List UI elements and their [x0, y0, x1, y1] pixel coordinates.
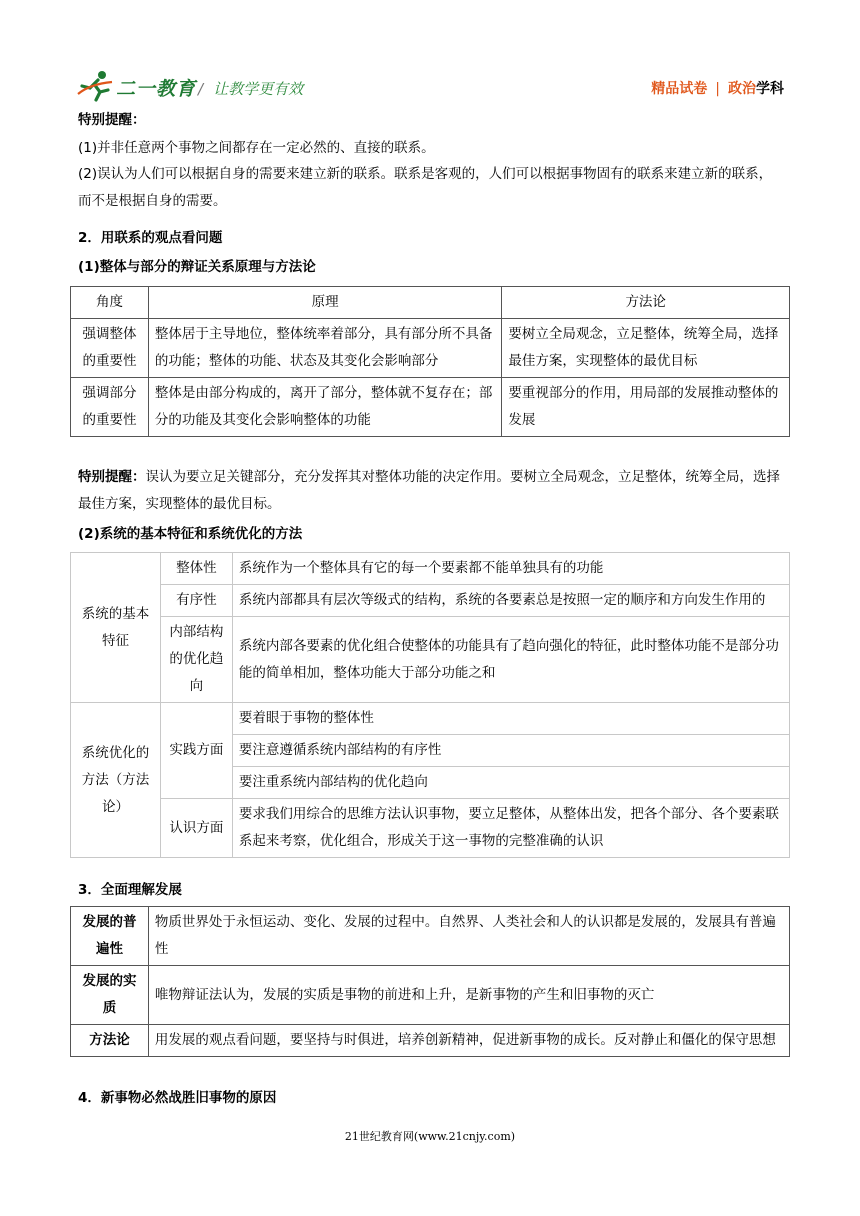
t3-label-2: 发展的实质	[71, 966, 149, 1025]
development-table	[70, 906, 790, 1057]
header-label-c: 学科	[756, 81, 784, 97]
t2-g1-label-3: 内部结构的优化趋向	[160, 617, 232, 703]
t2-g1-text-1: 系统作为一个整体具有它的每一个要素都不能单独具有的功能	[232, 553, 789, 585]
t2-g1-text-3: 系统内部各要素的优化组合使整体的功能具有了趋向强化的特征，此时整体功能不是部分功能的简单相加，整体功能大于部分功能之和	[232, 617, 789, 703]
section2-heading: 2．用联系的观点看问题	[78, 230, 223, 246]
t1-header-method: 方法论	[502, 287, 790, 319]
header-divider: |	[715, 81, 720, 97]
note2-title: 特别提醒：	[78, 469, 146, 485]
t1-row1-angle: 强调整体的重要性	[71, 319, 149, 378]
t2-g1-text-2: 系统内部都具有层次等级式的结构，系统的各要素总是按照一定的顺序和方向发生作用的	[232, 585, 789, 617]
slogan	[198, 78, 303, 99]
t2-group1-label: 系统的基本特征	[71, 553, 161, 703]
whole-part-table	[70, 286, 790, 437]
t3-label-1: 发展的普遍性	[71, 907, 149, 966]
t3-text-2: 唯物辩证法认为，发展的实质是事物的前进和上升，是新事物的产生和旧事物的灭亡	[148, 966, 789, 1025]
logo-text: 二一教育	[116, 78, 197, 100]
t1-row2-principle: 整体是由部分构成的，离开了部分，整体就不复存在；部分的功能及其变化会影响整体的功能	[148, 378, 501, 437]
t1-header-angle: 角度	[71, 287, 149, 319]
section4-heading: 4．新事物必然战胜旧事物的原因	[78, 1090, 277, 1106]
slogan-separator: /	[198, 80, 204, 98]
t1-row1-principle: 整体居于主导地位，整体统率着部分，具有部分所不具备的功能；整体的功能、状态及其变化会影响部分	[148, 319, 501, 378]
page-footer: 21世纪教育网(www.21cnjy.com)	[344, 1130, 516, 1143]
section2-sub1: (1)整体与部分的辩证关系原理与方法论	[78, 259, 316, 275]
t2-g1-label-2: 有序性	[160, 585, 232, 617]
header-label-a: 精品试卷	[651, 81, 708, 97]
t1-row1-method: 要树立全局观念，立足整体，统筹全局，选择最佳方案，实现整体的最优目标	[502, 319, 790, 378]
header-label-b: 政治	[728, 81, 756, 97]
note2	[78, 464, 784, 518]
t2-cognition-label: 认识方面	[160, 799, 232, 858]
t3-text-1: 物质世界处于永恒运动、变化、发展的过程中。自然界、人类社会和人的认识都是发展的，发展具有普遍性	[148, 907, 789, 966]
t2-practice-3: 要注重系统内部结构的优化趋向	[232, 767, 789, 799]
t3-label-3: 方法论	[71, 1025, 149, 1057]
note1-item2: (2)误认为人们可以根据自身的需要来建立新的联系。联系是客观的，人们可以根据事物固有的联系来建立新的联系，而不是根据自身的需要。	[78, 166, 773, 209]
t2-g1-label-1: 整体性	[160, 553, 232, 585]
system-table	[70, 552, 790, 858]
page-header	[72, 68, 788, 108]
note2-text: 误认为要立足关键部分，充分发挥其对整体功能的决定作用。要树立全局观念，立足整体，统筹全局，选择最佳方案，实现整体的最优目标。	[78, 469, 780, 512]
t2-practice-2: 要注意遵循系统内部结构的有序性	[232, 735, 789, 767]
t1-header-principle: 原理	[148, 287, 501, 319]
section3-heading: 3．全面理解发展	[78, 882, 182, 898]
t2-cognition-text: 要求我们用综合的思维方法认识事物，要立足整体，从整体出发，把各个部分、各个要素联系起来考察，优化组合，形成关于这一事物的完整准确的认识	[232, 799, 789, 858]
t2-group2-label: 系统优化的方法（方法论）	[71, 703, 161, 858]
t1-row2-angle: 强调部分的重要性	[71, 378, 149, 437]
t1-row2-method: 要重视部分的作用，用局部的发展推动整体的发展	[502, 378, 790, 437]
slogan-text: 让教学更有效	[213, 80, 304, 98]
section2-sub2: (2)系统的基本特征和系统优化的方法	[78, 526, 303, 542]
note1-title: 特别提醒：	[78, 112, 146, 128]
t2-practice-label: 实践方面	[160, 703, 232, 799]
t2-practice-1: 要着眼于事物的整体性	[232, 703, 789, 735]
t3-text-3: 用发展的观点看问题，要坚持与时俱进，培养创新精神，促进新事物的成长。反对静止和僵化的保守思想	[148, 1025, 789, 1057]
header-subject	[651, 78, 784, 98]
note1-item1: (1)并非任意两个事物之间都存在一定必然的、直接的联系。	[78, 140, 435, 156]
runner-logo-icon	[76, 70, 116, 102]
